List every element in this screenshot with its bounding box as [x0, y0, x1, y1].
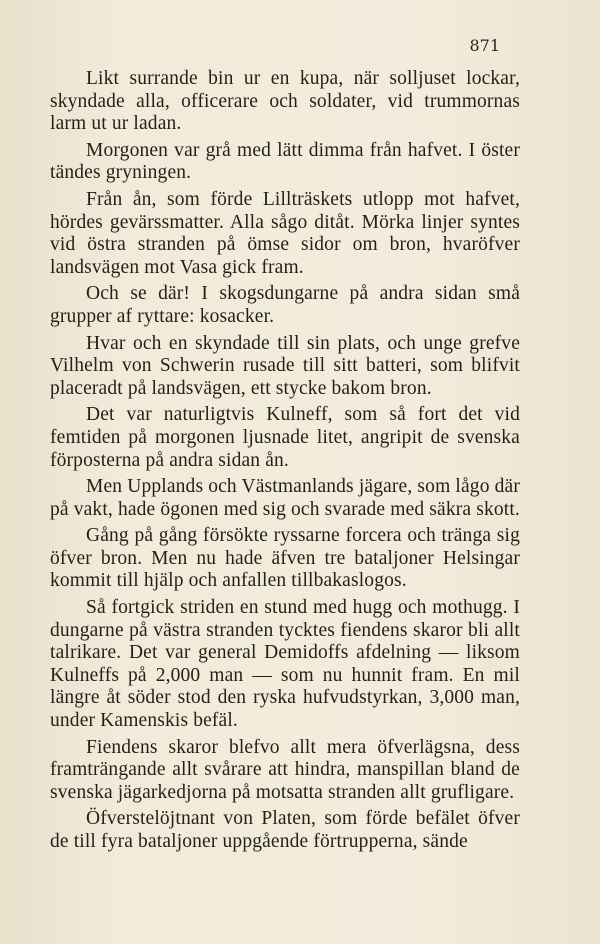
- paragraph: Likt surrande bin ur en kupa, när solljuset lockar, skyndade alla, officerare och soldater, vid trummornas larm ut ur ladan.: [50, 68, 520, 135]
- paragraph: Men Upplands och Västmanlands jägare, som lågo där på vakt, hade ögonen med sig och svarade med säkra skott.: [50, 476, 520, 520]
- paragraph: Öfverstelöjtnant von Platen, som förde befälet öfver de till fyra bataljoner uppgående förtrupperna, sände: [50, 808, 520, 852]
- paragraph: Gång på gång försökte ryssarne forcera och tränga sig öfver bron. Men nu hade äfven tre bataljoner Helsingar kommit till hjälp och anfallen tillbakaslogos.: [50, 525, 520, 592]
- paragraph: Hvar och en skyndade till sin plats, och unge grefve Vilhelm von Schwerin rusade till sitt batteri, som blifvit placeradt på landsvägen, ett stycke bakom bron.: [50, 332, 520, 399]
- paragraph: Fiendens skaror blefvo allt mera öfverlägsna, dess framträngande allt svårare att hindra, manspillan bland de svenska jägarkedjorna på motsatta stranden allt grufligare.: [50, 736, 520, 803]
- paragraph: Och se där! I skogsdungarne på andra sidan små grupper af ryttare: kosacker.: [50, 283, 520, 327]
- paragraph: Morgonen var grå med lätt dimma från hafvet. I öster tändes gryningen.: [50, 139, 520, 184]
- paragraph: Det var naturligtvis Kulneff, som så fort det vid femtiden på morgonen ljusnade litet, angripit de svenska förposterna på andra sidan ån.: [50, 404, 520, 471]
- page-number: 871: [469, 36, 500, 55]
- body-text: [50, 68, 520, 854]
- paragraph: Så fortgick striden en stund med hugg och mothugg. I dungarne på västra stranden tycktes fiendens skaror bli allt talrikare. Det var general Demidoffs afdelning — liksom Kulneffs på 2,000 man — som nu hunnit fram. En mil längre åt söder stod den ryska hufvudstyrkan, 3,000 man, under Kamenskis befäl.: [50, 597, 520, 732]
- paragraph: Från ån, som förde Lillträskets utlopp mot hafvet, hördes gevärssmatter. Alla sågo ditåt. Mörka linjer syntes vid östra stranden på ömse sidor om bron, hvaröfver landsvägen mot Vasa gick fram.: [50, 188, 520, 278]
